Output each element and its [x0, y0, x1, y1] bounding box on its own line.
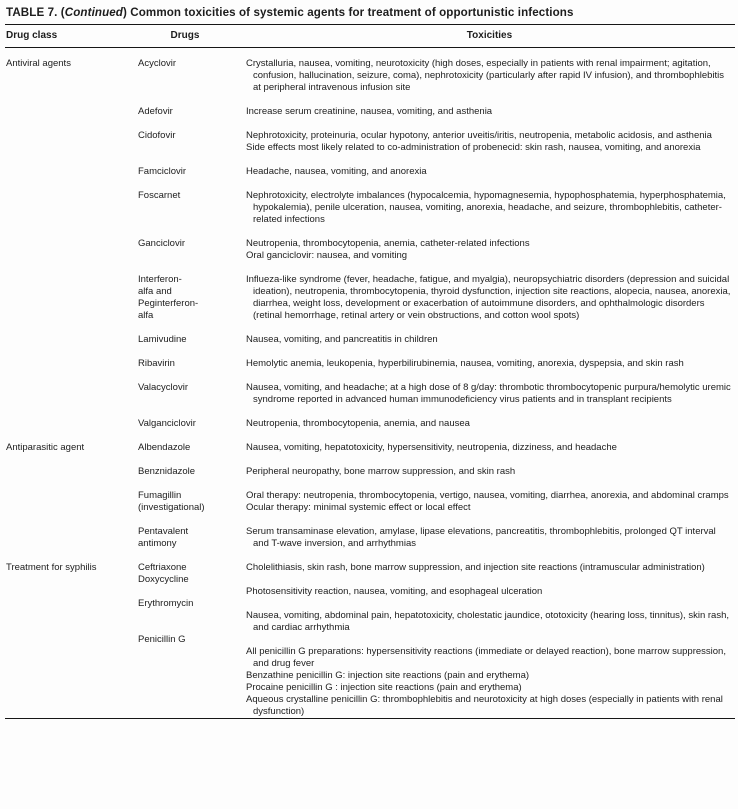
toxicity-cell — [246, 442, 735, 454]
toxicity-text: Influeza-like syndrome (fever, headache, fatigue, and myalgia), neuropsychiatric disorders (depression and suicidal ideation), neutropenia, thrombocytopenia, thyroid dysfunction, injection site reactions, alopecia, nausea, anorexia, diarrhea, weight loss, development or exacerbation of autoimmune disorders, and ophthalmologic disorders (retinal hemorrhage, retinal artery or vein obstructions, and cotton wool spots) — [246, 274, 731, 321]
toxicity-cell — [246, 562, 735, 574]
toxicity-cell — [246, 58, 735, 94]
drug-name: Benznidazole — [138, 466, 196, 477]
toxicity-text: Serum transaminase elevation, amylase, lipase elevations, pancreatitis, thrombophlebitis, prolonged QT interval and T-wave inversion, and arrhythmias — [246, 526, 716, 549]
table-row — [5, 274, 735, 322]
drug-name: Acyclovir — [138, 58, 177, 69]
toxicity-text: Nausea, vomiting, abdominal pain, hepatotoxicity, cholestatic jaundice, ototoxicity (hearing loss, tinnitus), skin rash, and cardiac arrhythmia — [246, 610, 729, 633]
drug-name: Ceftriaxone — [138, 562, 187, 573]
toxicity-text: Crystalluria, nausea, vomiting, neurotoxicity (high doses, especially in patients with renal impairment; agitation, confusion, hallucination, seizure, coma), nephrotoxicity (particularly after rapid IV infusion), and thrombophlebitis at peripheral intravenous infusion site — [246, 58, 725, 93]
drug-class-label: Treatment for syphilis — [6, 562, 97, 573]
table-row — [5, 334, 735, 346]
toxicity-cell — [246, 382, 735, 406]
toxicity-text: Photosensitivity reaction, nausea, vomiting, and esophageal ulceration — [246, 586, 543, 597]
table-row — [5, 418, 735, 430]
toxicity-text: Aqueous crystalline penicillin G: thrombophlebitis and neurotoxicity at high doses (especially in patients with renal dysfunction) — [246, 694, 723, 717]
drug-name: Ribavirin — [138, 358, 175, 369]
toxicity-text: Oral therapy: neutropenia, thrombocytopenia, vertigo, nausea, vomiting, diarrhea, anorexia, and abdominal cramps — [246, 490, 729, 501]
toxicity-text: Nausea, vomiting, and pancreatitis in children — [246, 334, 438, 345]
drug-name: Albendazole — [138, 442, 191, 453]
table-row — [5, 382, 735, 406]
drug-class-label: Antiviral agents — [6, 58, 71, 69]
toxicity-cell — [246, 466, 735, 478]
drug-name: Doxycycline — [138, 574, 189, 585]
toxicity-text: Neutropenia, thrombocytopenia, anemia, catheter-related infections — [246, 238, 530, 249]
toxicity-text: Oral ganciclovir: nausea, and vomiting — [246, 250, 408, 261]
drug-name: Fumagillin (investigational) — [138, 490, 205, 513]
toxicity-text: Benzathine penicillin G: injection site reactions (pain and erythema) — [246, 670, 530, 681]
table-row — [5, 238, 735, 262]
toxicity-text: Procaine penicillin G : injection site reactions (pain and erythema) — [246, 682, 522, 693]
toxicity-cell — [246, 490, 735, 514]
drug-name: Famciclovir — [138, 166, 187, 177]
toxicity-text: Ocular therapy: minimal systemic effect or local effect — [246, 502, 471, 513]
toxicity-text: Side effects most likely related to co-administration of probenecid: skin rash, nausea, vomiting, and anorexia — [246, 142, 701, 153]
drug-name: Ganciclovir — [138, 238, 185, 249]
table-header-row — [5, 25, 735, 48]
toxicity-text: Increase serum creatinine, nausea, vomiting, and asthenia — [246, 106, 493, 117]
table-row — [5, 598, 735, 634]
drug-name: Adefovir — [138, 106, 173, 117]
toxicity-cell — [246, 598, 735, 634]
table-row — [5, 130, 735, 154]
table-title — [6, 6, 735, 19]
drug-name: Cidofovir — [138, 130, 176, 141]
table-row — [5, 634, 735, 718]
table-row — [5, 442, 735, 454]
table-row — [5, 466, 735, 478]
column-header-drugs: Drugs — [170, 30, 200, 41]
table-title-prefix: TABLE 7. ( — [6, 6, 65, 19]
toxicity-text: Nausea, vomiting, and headache; at a high dose of 8 g/day: thrombotic thrombocytopenic purpura/hemolytic uremic syndrome reported in advanced human immunodeficiency virus patients and in transplant recipients — [246, 382, 731, 405]
drug-name: Interferon- alfa and Peginterferon- alfa — [138, 274, 199, 321]
toxicity-text: Cholelithiasis, skin rash, bone marrow suppression, and injection site reactions (intramuscular administration) — [246, 562, 705, 573]
toxicity-cell — [246, 334, 735, 346]
toxicity-cell — [246, 166, 735, 178]
toxicity-cell — [246, 574, 735, 598]
toxicity-cell — [246, 418, 735, 430]
toxicity-text: Nephrotoxicity, electrolyte imbalances (hypocalcemia, hypomagnesemia, hypophosphatemia, hyperphosphatemia, hypokalemia), penile ulceration, nausea, vomiting, anorexia, headache, and seizure, thrombophlebitis, catheter-related infections — [246, 190, 726, 225]
drug-name: Erythromycin — [138, 598, 194, 609]
toxicity-text: Nausea, vomiting, hepatotoxicity, hypersensitivity, neutropenia, dizziness, and headache — [246, 442, 617, 453]
toxicity-text: Hemolytic anemia, leukopenia, hyperbilirubinemia, nausea, vomiting, anorexia, dyspepsia, and skin rash — [246, 358, 684, 369]
toxicity-cell — [246, 634, 735, 718]
toxicity-text: Neutropenia, thrombocytopenia, anemia, and nausea — [246, 418, 470, 429]
toxicity-text: Peripheral neuropathy, bone marrow suppression, and skin rash — [246, 466, 516, 477]
table-row — [5, 190, 735, 226]
table-row — [5, 358, 735, 370]
table-row — [5, 106, 735, 118]
toxicity-text: Headache, nausea, vomiting, and anorexia — [246, 166, 427, 177]
table-bottom-rule — [5, 718, 735, 719]
drug-class-label: Antiparasitic agent — [6, 442, 85, 453]
toxicity-cell — [246, 190, 735, 226]
table-row — [5, 526, 735, 550]
toxicity-cell — [246, 526, 735, 550]
drug-name: Lamivudine — [138, 334, 187, 345]
drug-name: Pentavalent antimony — [138, 526, 189, 549]
drug-name: Foscarnet — [138, 190, 181, 201]
column-header-toxicities: Toxicities — [466, 30, 513, 41]
table-row — [5, 574, 735, 598]
toxicity-cell — [246, 130, 735, 154]
toxicity-cell — [246, 274, 735, 322]
table-row — [5, 58, 735, 94]
toxicity-text: All penicillin G preparations: hypersensitivity reactions (immediate or delayed reaction), bone marrow suppression, and drug fever — [246, 646, 726, 669]
toxicity-cell — [246, 358, 735, 370]
table-title-text: ) Common toxicities of systemic agents for treatment of opportunistic infections — [122, 6, 574, 19]
drug-name: Penicillin G — [138, 634, 186, 645]
table-row — [5, 490, 735, 514]
table-body — [5, 48, 735, 718]
table-title-block — [5, 4, 735, 25]
table-title-continued: Continued — [64, 6, 123, 19]
drug-name: Valganciclovir — [138, 418, 196, 429]
toxicity-cell — [246, 238, 735, 262]
toxicity-text: Nephrotoxicity, proteinuria, ocular hypotony, anterior uveitis/iritis, neutropenia, metabolic acidosis, and asthenia — [246, 130, 712, 141]
toxicity-cell — [246, 106, 735, 118]
table-row — [5, 166, 735, 178]
column-header-drug-class: Drug class — [6, 30, 58, 41]
table-row — [5, 562, 735, 574]
drug-name: Valacyclovir — [138, 382, 188, 393]
